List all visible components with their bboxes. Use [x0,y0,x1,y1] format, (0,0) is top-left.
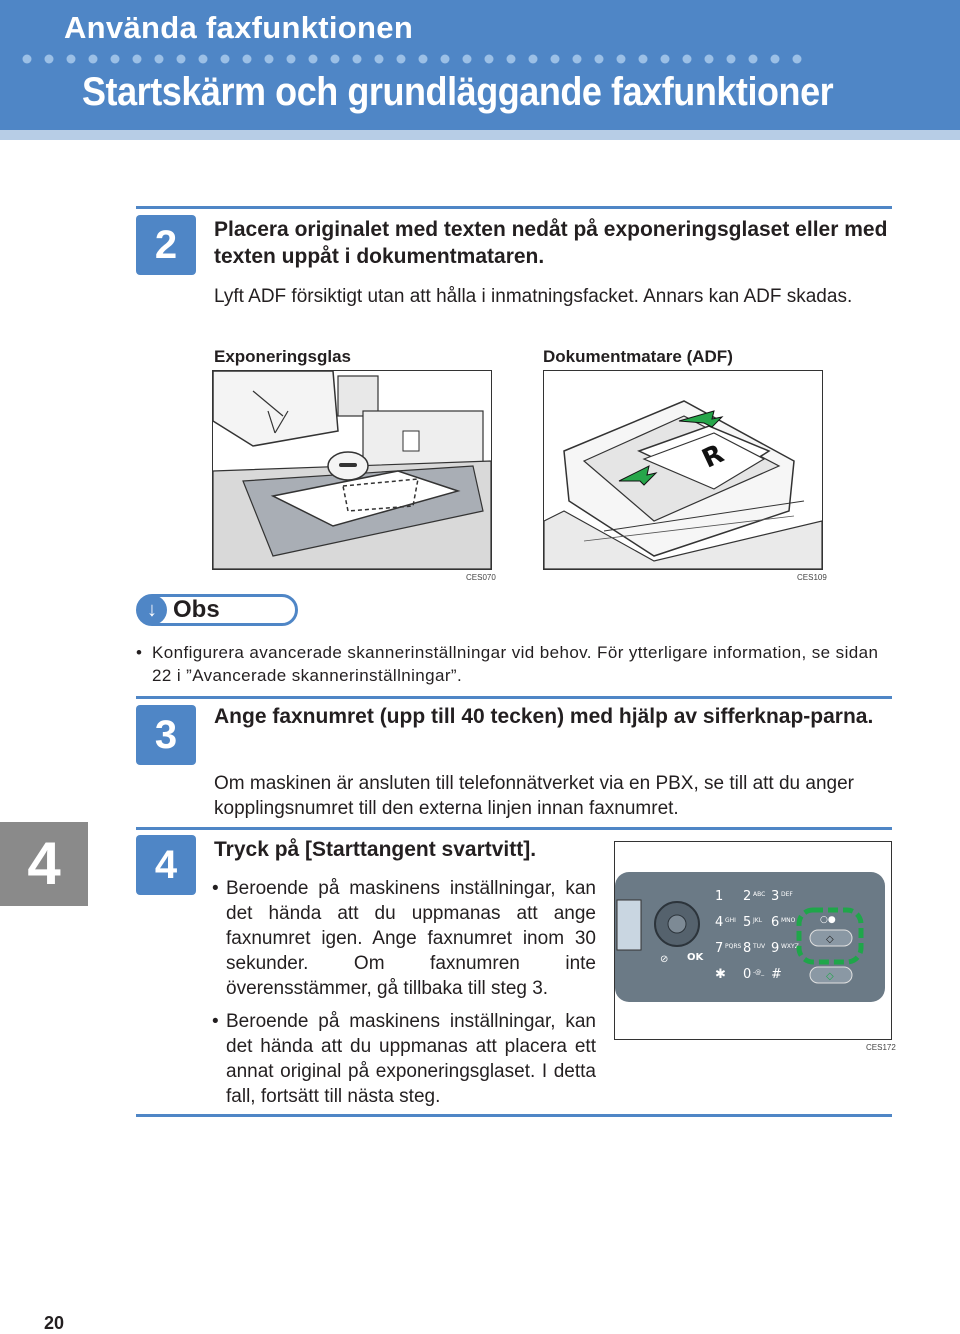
dot [683,55,692,64]
dot [397,55,406,64]
step-number-3: 3 [136,705,196,765]
note-list [136,641,896,695]
svg-text:○●: ○● [820,915,836,925]
note-text: • Konfigurera avancerade skannerinställningar vid behov. För ytterligare information, se sidan 22 i ”Avancerade skannerinställningar”. [136,641,896,687]
dot [441,55,450,64]
keypad-digit: 9 [771,941,780,956]
dot [265,55,274,64]
svg-text:⊘: ⊘ [660,954,669,965]
dot [419,55,428,64]
keypad-digit: 5 [743,915,752,930]
dot [749,55,758,64]
step-4-heading: Tryck på [Starttangent svartvitt]. [214,838,537,861]
dot [375,55,384,64]
step-2-body: Lyft ADF försiktigt utan att hålla i inmatningsfacket. Annars kan ADF skadas. [214,286,853,307]
step-number-4: 4 [136,835,196,895]
keypad-digit: # [771,967,782,982]
dot [221,55,230,64]
step-2-heading: Placera originalet med texten nedåt på exponeringsglaset eller med texten uppåt i dokumentmataren. [214,218,888,268]
control-panel-illustration [614,841,892,1040]
keypad-digit: 7 [715,941,724,956]
dot [529,55,538,64]
keypad-digit: 8 [743,941,752,956]
svg-text:◇: ◇ [826,971,834,982]
dot [485,55,494,64]
section-title: Använda faxfunktionen [64,10,414,45]
arrow-down-icon: ↓ [137,595,167,625]
dot [287,55,296,64]
step-divider [136,827,892,830]
dot [793,55,802,64]
adf-caption: Dokumentmatare (ADF) [543,347,733,366]
dot [45,55,54,64]
dot [661,55,670,64]
keypad-digit: 6 [771,915,780,930]
keypad-digit: 3 [771,889,780,904]
dot [617,55,626,64]
dot-divider [22,53,812,65]
dot [331,55,340,64]
dot [727,55,736,64]
note-label: Obs [173,596,220,623]
chapter-tab: 4 [0,822,88,906]
exposure-glass-illustration [212,370,492,570]
dot [89,55,98,64]
keypad-letters: MNO [781,917,796,924]
step-divider [136,696,892,699]
keypad-digit: 0 [743,967,752,982]
panel-figure-code: CES172 [866,1043,896,1052]
document-letter: R [697,438,729,475]
dot [705,55,714,64]
step-3-body: Om maskinen är ansluten till telefonnätverket via en PBX, se till att du anger kopplingsnumret till den externa linjen innan faxnumret. [214,773,854,819]
step-number-2: 2 [136,215,196,275]
keypad-letters: WXYZ [781,943,799,950]
glass-caption: Exponeringsglas [214,347,351,366]
dot [507,55,516,64]
keypad-letters: TUV [753,943,766,950]
step-4-bullets [212,876,596,1117]
keypad-letters: JKL [753,917,763,924]
dot [309,55,318,64]
header-strip [0,130,960,140]
keypad-letters: PQRS [725,943,742,950]
step-4-bullet: • Beroende på maskinens inställningar, kan det hända att du uppmanas att ange faxnumret igen. Ange faxnumret inom 30 sekunder. Om faxnumren inte överensstämmer, gå tillbaka till steg 3. [212,876,596,1001]
dot [463,55,472,64]
dot [199,55,208,64]
keypad-digit: 2 [743,889,752,904]
ok-label: OK [687,952,704,963]
dot [67,55,76,64]
step-4-bullet: • Beroende på maskinens inställningar, kan det hända att du uppmanas att placera ett annat original på exponeringsglaset. I detta fall, fortsätt till nästa steg. [212,1009,596,1109]
keypad-digit: 1 [715,889,724,904]
page-header [0,0,960,130]
keypad-digit: ✱ [715,967,726,982]
page-number: 20 [44,1313,65,1333]
page-title: Startskärm och grundläggande faxfunktioner [82,70,834,114]
dot [111,55,120,64]
keypad-letters: GHI [725,917,736,924]
keypad-digit: 4 [715,915,724,930]
dot [243,55,252,64]
keypad-letters: DEF [781,891,793,898]
dot [551,55,560,64]
dot [133,55,142,64]
step-divider [136,1114,892,1117]
dot [155,55,164,64]
note-badge [136,594,298,626]
step-3-heading: Ange faxnumret (upp till 40 tecken) med hjälp av sifferknap-parna. [214,705,874,728]
adf-figure-code: CES109 [797,573,827,582]
dot [595,55,604,64]
dot [771,55,780,64]
dot [23,55,32,64]
dot [353,55,362,64]
glass-figure-code-label: CES070 [466,573,496,582]
document-feeder-illustration [543,370,823,570]
keypad-letters: ABC [753,891,766,898]
svg-text:◇: ◇ [826,934,834,945]
keypad-letters: -@_ [753,969,765,976]
dot [177,55,186,64]
step-divider [136,206,892,209]
dot [639,55,648,64]
dot [573,55,582,64]
